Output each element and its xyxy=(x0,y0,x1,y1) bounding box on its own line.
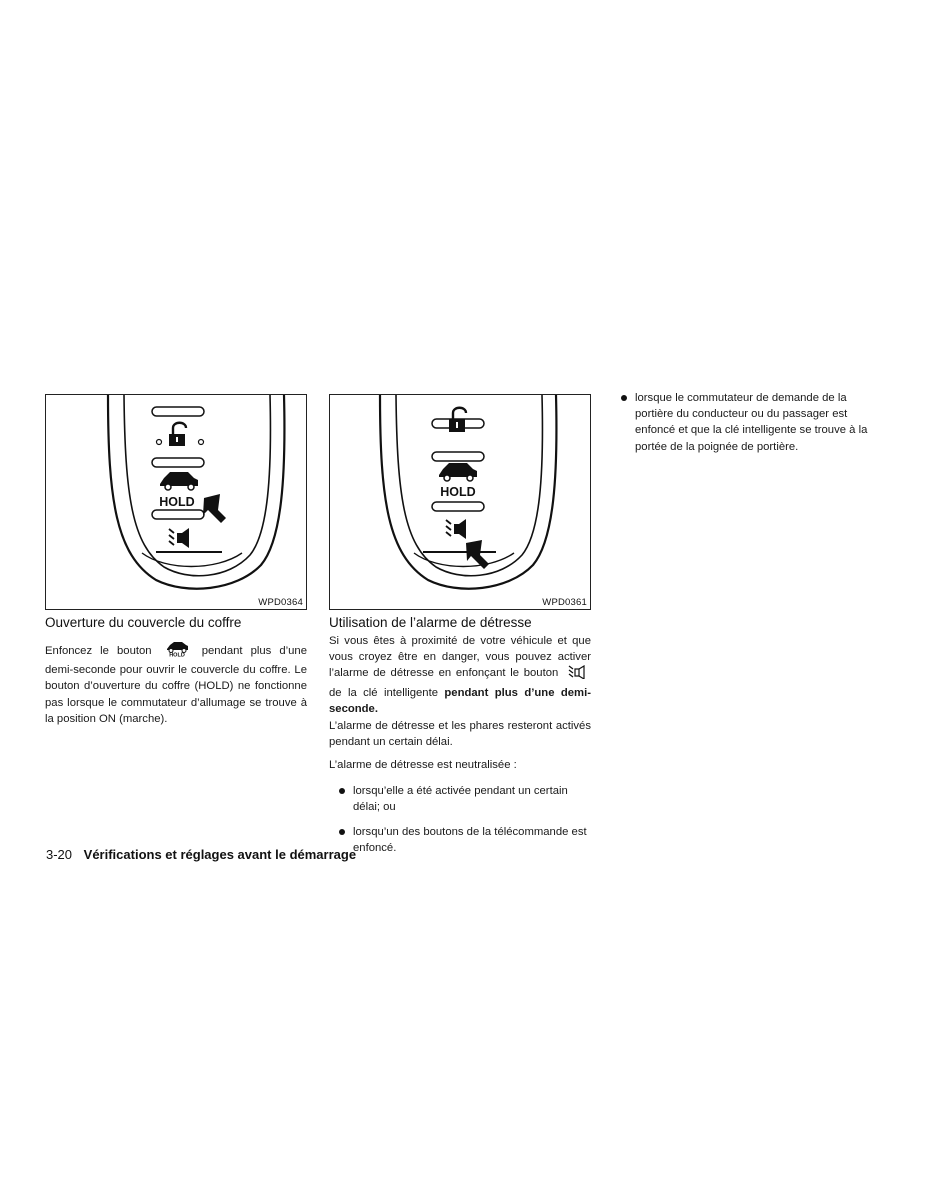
unlock-icon xyxy=(169,423,186,446)
figure-id: WPD0364 xyxy=(258,597,303,608)
key-fob-illustration xyxy=(330,395,591,610)
bullet-icon xyxy=(339,829,345,835)
hold-label: HOLD xyxy=(440,485,476,499)
panic-para1-before: Si vous êtes à proximité de votre véhicule et que vous croyez être en danger, vous pouvez activer l’alarme de détresse en enfonçant le bouton xyxy=(329,635,591,680)
panic-paragraph-3: L’alarme de détresse est neutralisée : xyxy=(329,759,517,772)
right-bullet-list xyxy=(619,390,877,455)
figure-id: WPD0361 xyxy=(542,597,587,608)
footer-section-title: Vérifications et réglages avant le démarrage xyxy=(83,847,357,862)
list-item xyxy=(337,783,591,815)
trunk-text-before: Enfoncez le bouton xyxy=(45,645,152,657)
panic-button-icon xyxy=(567,665,587,684)
panic-paragraph-2: L’alarme de détresse et les phares resteront activés pendant un certain délai. xyxy=(329,720,591,749)
panic-content xyxy=(329,633,591,856)
panic-paragraph-1 xyxy=(329,633,591,717)
bullet-icon xyxy=(621,395,627,401)
figure-panic-key xyxy=(329,394,591,610)
bullet-icon xyxy=(339,788,345,794)
trunk-hold-icon xyxy=(164,641,190,662)
key-fob-illustration xyxy=(46,395,307,610)
arrow-icon xyxy=(203,494,226,523)
arrow-icon xyxy=(466,540,489,569)
panic-icon xyxy=(446,519,466,539)
car-icon xyxy=(439,463,477,481)
right-column xyxy=(619,390,877,455)
panic-para1-bold: pendant plus d’une demi-seconde. xyxy=(329,686,591,715)
hold-icon-label: HOLD xyxy=(168,652,185,657)
section-heading-trunk: Ouverture du couvercle du coffre xyxy=(45,615,242,630)
list-item-text: lorsque le commutateur de demande de la portière du conducteur ou du passager est enfoncé et que la clé intelligente se trouve à la portée de la poignée de portière. xyxy=(635,392,868,453)
panic-icon xyxy=(169,528,189,548)
trunk-paragraph xyxy=(45,641,307,727)
list-item xyxy=(337,824,591,856)
hold-label: HOLD xyxy=(159,495,195,509)
page-footer xyxy=(46,847,356,862)
unlock-icon xyxy=(449,408,466,432)
list-item xyxy=(619,390,877,455)
section-heading-panic: Utilisation de l’alarme de détresse xyxy=(329,615,532,630)
panic-bullet-list xyxy=(329,783,591,857)
page-number: 3-20 xyxy=(46,847,73,862)
figure-trunk-key xyxy=(45,394,307,610)
trunk-text-after: pendant plus d’une demi-seconde pour ouvrir le couvercle du coffre. Le bouton d’ouverture du coffre (HOLD) ne fonctionne pas lorsque le commutateur d’allumage se trouve à la position ON (marche). xyxy=(45,645,307,725)
car-icon xyxy=(160,472,198,490)
list-item-text: lorsqu’un des boutons de la télécommande est enfoncé. xyxy=(353,826,587,855)
panic-para1-after: de la clé intelligente xyxy=(329,686,438,699)
list-item-text: lorsqu’elle a été activée pendant un certain délai; ou xyxy=(353,784,568,813)
